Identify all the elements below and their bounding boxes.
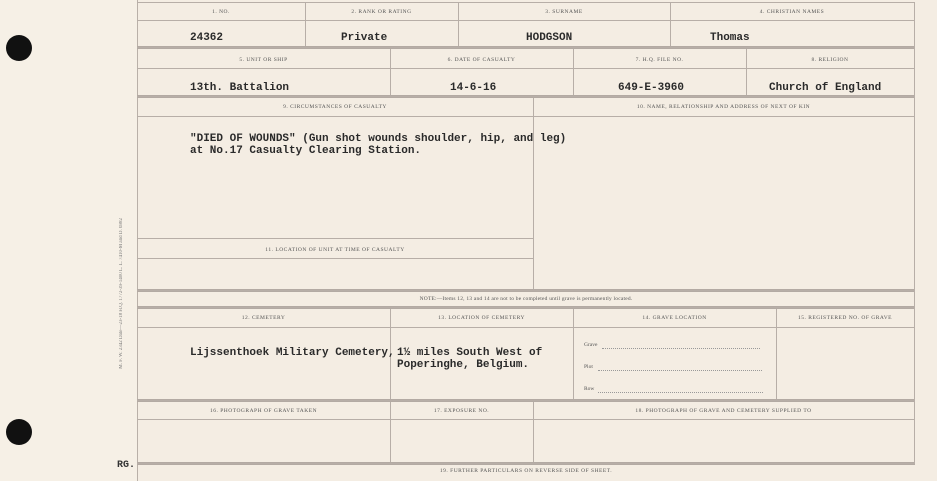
- rg-mark: RG.: [117, 460, 136, 471]
- header-photo-supplied: 18. PHOTOGRAPH OF GRAVE AND CEMETERY SUPPLIED TO: [635, 408, 812, 414]
- header-no: 1. NO.: [212, 9, 230, 15]
- value-rank: Private: [341, 32, 388, 44]
- header-exposure-no: 17. EXPOSURE NO.: [433, 408, 490, 414]
- header-cemetery: 12. CEMETERY: [241, 315, 286, 321]
- value-religion: Church of England: [769, 82, 882, 94]
- plot-field-label: Plot: [584, 364, 593, 370]
- value-date: 14-6-16: [450, 82, 497, 94]
- header-religion: 8. RELIGION: [811, 57, 849, 63]
- value-cemetery: Lijssenthoek Military Cemetery,: [190, 347, 395, 359]
- header-circumstances: 9. CIRCUMSTANCES OF CASUALTY: [283, 104, 387, 110]
- header-registered-no: 15. REGISTERED NO. OF GRAVE: [797, 315, 893, 321]
- header-file-no: 7. H.Q. FILE NO.: [635, 57, 684, 63]
- value-location-cemetery: 1½ miles South West of Poperinghe, Belgium.: [397, 347, 543, 371]
- value-christian-names: Thomas: [710, 32, 750, 44]
- header-christian-names: 4. CHRISTIAN NAMES: [759, 9, 825, 15]
- row-field-label: Row: [584, 386, 595, 392]
- note-text: NOTE:—Items 12, 13 and 14 are not to be completed until grave is permanently located.: [419, 296, 633, 302]
- value-unit: 13th. Battalion: [190, 82, 290, 94]
- value-file-no: 649-E-3960: [618, 82, 685, 94]
- header-next-of-kin: 10. NAME, RELATIONSHIP AND ADDRESS OF NEXT OF KIN: [636, 104, 811, 110]
- header-grave-location: 14. GRAVE LOCATION: [642, 315, 707, 321]
- header-location-unit: 11. LOCATION OF UNIT AT TIME OF CASUALTY: [265, 247, 405, 253]
- punch-hole-bottom: [6, 419, 32, 445]
- value-circumstances: "DIED OF WOUNDS" (Gun shot wounds shoulder, hip, and leg) at No.17 Casualty Clearing Station.: [190, 133, 567, 157]
- header-date: 6. DATE OF CASUALTY: [447, 57, 516, 63]
- punch-hole-top: [6, 35, 32, 61]
- value-surname: HODGSON: [526, 32, 573, 44]
- header-surname: 3. SURNAME: [545, 9, 583, 15]
- header-rank: 2. RANK OR RATING: [351, 9, 412, 15]
- form-reference: M. F. W. 2342 Date—23-18 H.Q. 1772-39-1400 L. L. 7410-M and D. 6982: [119, 218, 124, 369]
- footer-further-particulars: 19. FURTHER PARTICULARS ON REVERSE SIDE OF SHEET.: [439, 468, 613, 474]
- grave-field-label: Grave: [584, 342, 598, 348]
- header-unit: 5. UNIT OR SHIP: [239, 57, 288, 63]
- value-no: 24362: [190, 32, 224, 44]
- header-photo-taken: 16. PHOTOGRAPH OF GRAVE TAKEN: [209, 408, 318, 414]
- header-location-cemetery: 13. LOCATION OF CEMETERY: [438, 315, 525, 321]
